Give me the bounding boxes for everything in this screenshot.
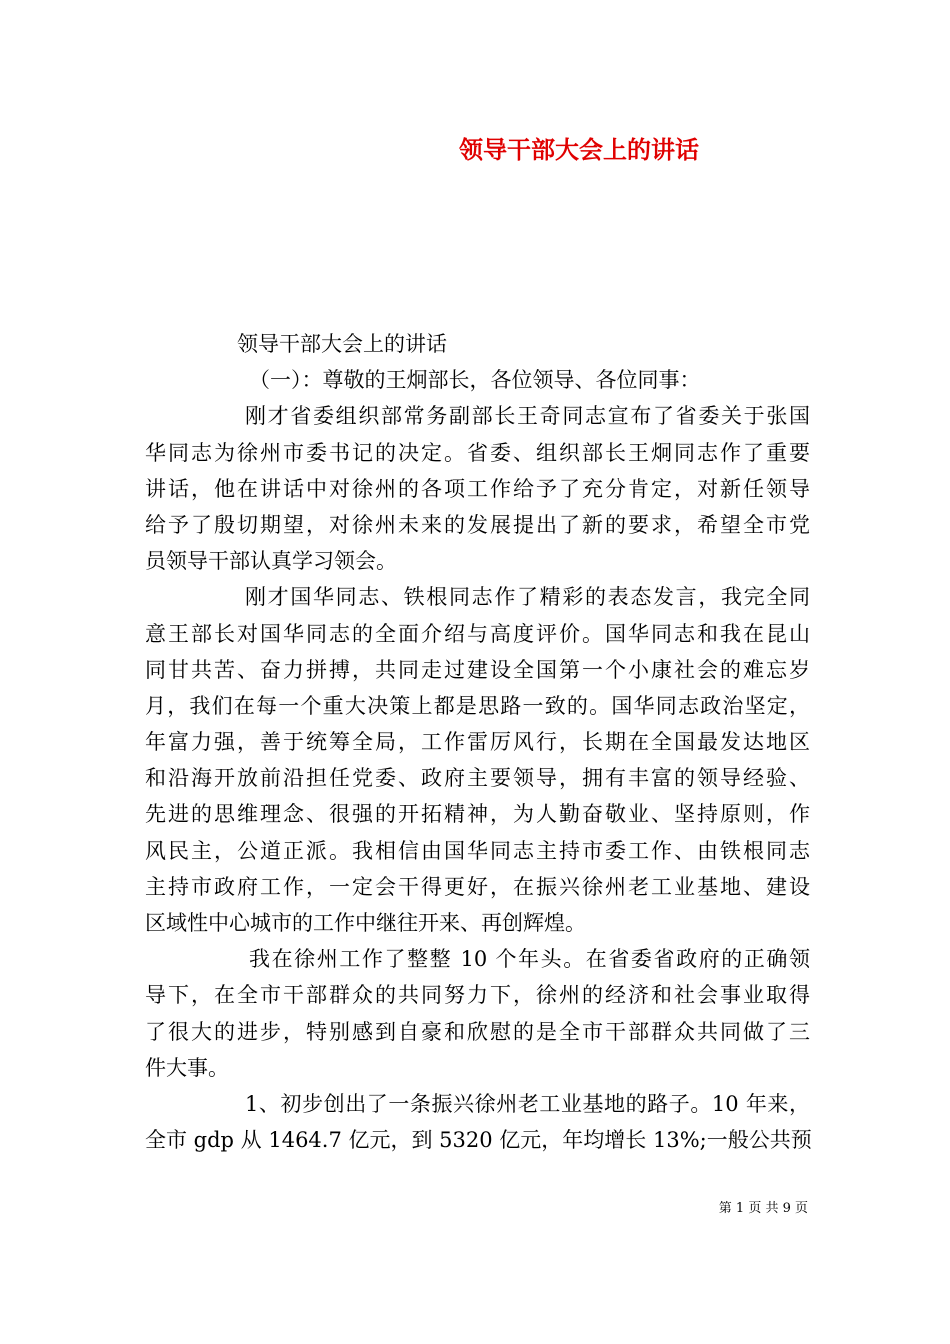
body-line: 给予了殷切期望，对徐州未来的发展提出了新的要求，希望全市党 — [145, 512, 810, 537]
body-line: 年富力强，善于统筹全局，工作雷厉风行，长期在全国最发达地区 — [145, 730, 810, 755]
body-line: 刚才省委组织部常务副部长王奇同志宣布了省委关于张国 — [245, 404, 810, 429]
body-line: 同甘共苦、奋力拼搏，共同走过建设全国第一个小康社会的难忘岁 — [145, 657, 810, 682]
body-line: 先进的思维理念、很强的开拓精神，为人勤奋敬业、坚持原则，作 — [145, 802, 810, 827]
body-line: 区域性中心城市的工作中继往开来、再创辉煌。 — [145, 911, 586, 935]
body-line: 领导干部大会上的讲话 — [237, 332, 447, 356]
body-line: 意王部长对国华同志的全面介绍与高度评价。国华同志和我在昆山 — [145, 621, 810, 646]
body-line: 风民主，公道正派。我相信由国华同志主持市委工作、由铁根同志 — [145, 838, 810, 863]
body-line: 和沿海开放前沿担任党委、政府主要领导，拥有丰富的领导经验、 — [145, 766, 810, 791]
body-line: 华同志为徐州市委书记的决定。省委、组织部长王炯同志作了重要 — [145, 440, 810, 465]
body-line: 主持市政府工作，一定会干得更好，在振兴徐州老工业基地、建设 — [145, 874, 810, 899]
body-line: 月，我们在每一个重大决策上都是思路一致的。国华同志政治坚定， — [145, 693, 810, 718]
document-title: 领导干部大会上的讲话 — [459, 135, 699, 164]
body-line: 员领导干部认真学习领会。 — [145, 549, 397, 574]
body-line: 我在徐州工作了整整 10 个年头。在省委省政府的正确领 — [249, 947, 810, 972]
body-line: 讲话，他在讲话中对徐州的各项工作给予了充分肯定，对新任领导 — [145, 476, 810, 501]
body-line: 了很大的进步，特别感到自豪和欣慰的是全市干部群众共同做了三 — [145, 1019, 810, 1044]
document-body — [145, 326, 810, 1158]
page-footer: 第 1 页 共 9 页 — [718, 1201, 808, 1216]
body-line: 件大事。 — [145, 1055, 229, 1080]
body-line: 1、初步创出了一条振兴徐州老工业基地的路子。10 年来， — [245, 1091, 810, 1116]
body-line: 全市 gdp 从 1464.7 亿元，到 5320 亿元，年均增长 13%;一般公共预 — [145, 1128, 812, 1153]
body-line: （一）：尊敬的王炯部长，各位领导、各位同事： — [249, 368, 701, 393]
body-line: 导下，在全市干部群众的共同努力下，徐州的经济和社会事业取得 — [145, 983, 810, 1008]
body-line: 刚才国华同志、铁根同志作了精彩的表态发言，我完全同 — [245, 585, 810, 610]
